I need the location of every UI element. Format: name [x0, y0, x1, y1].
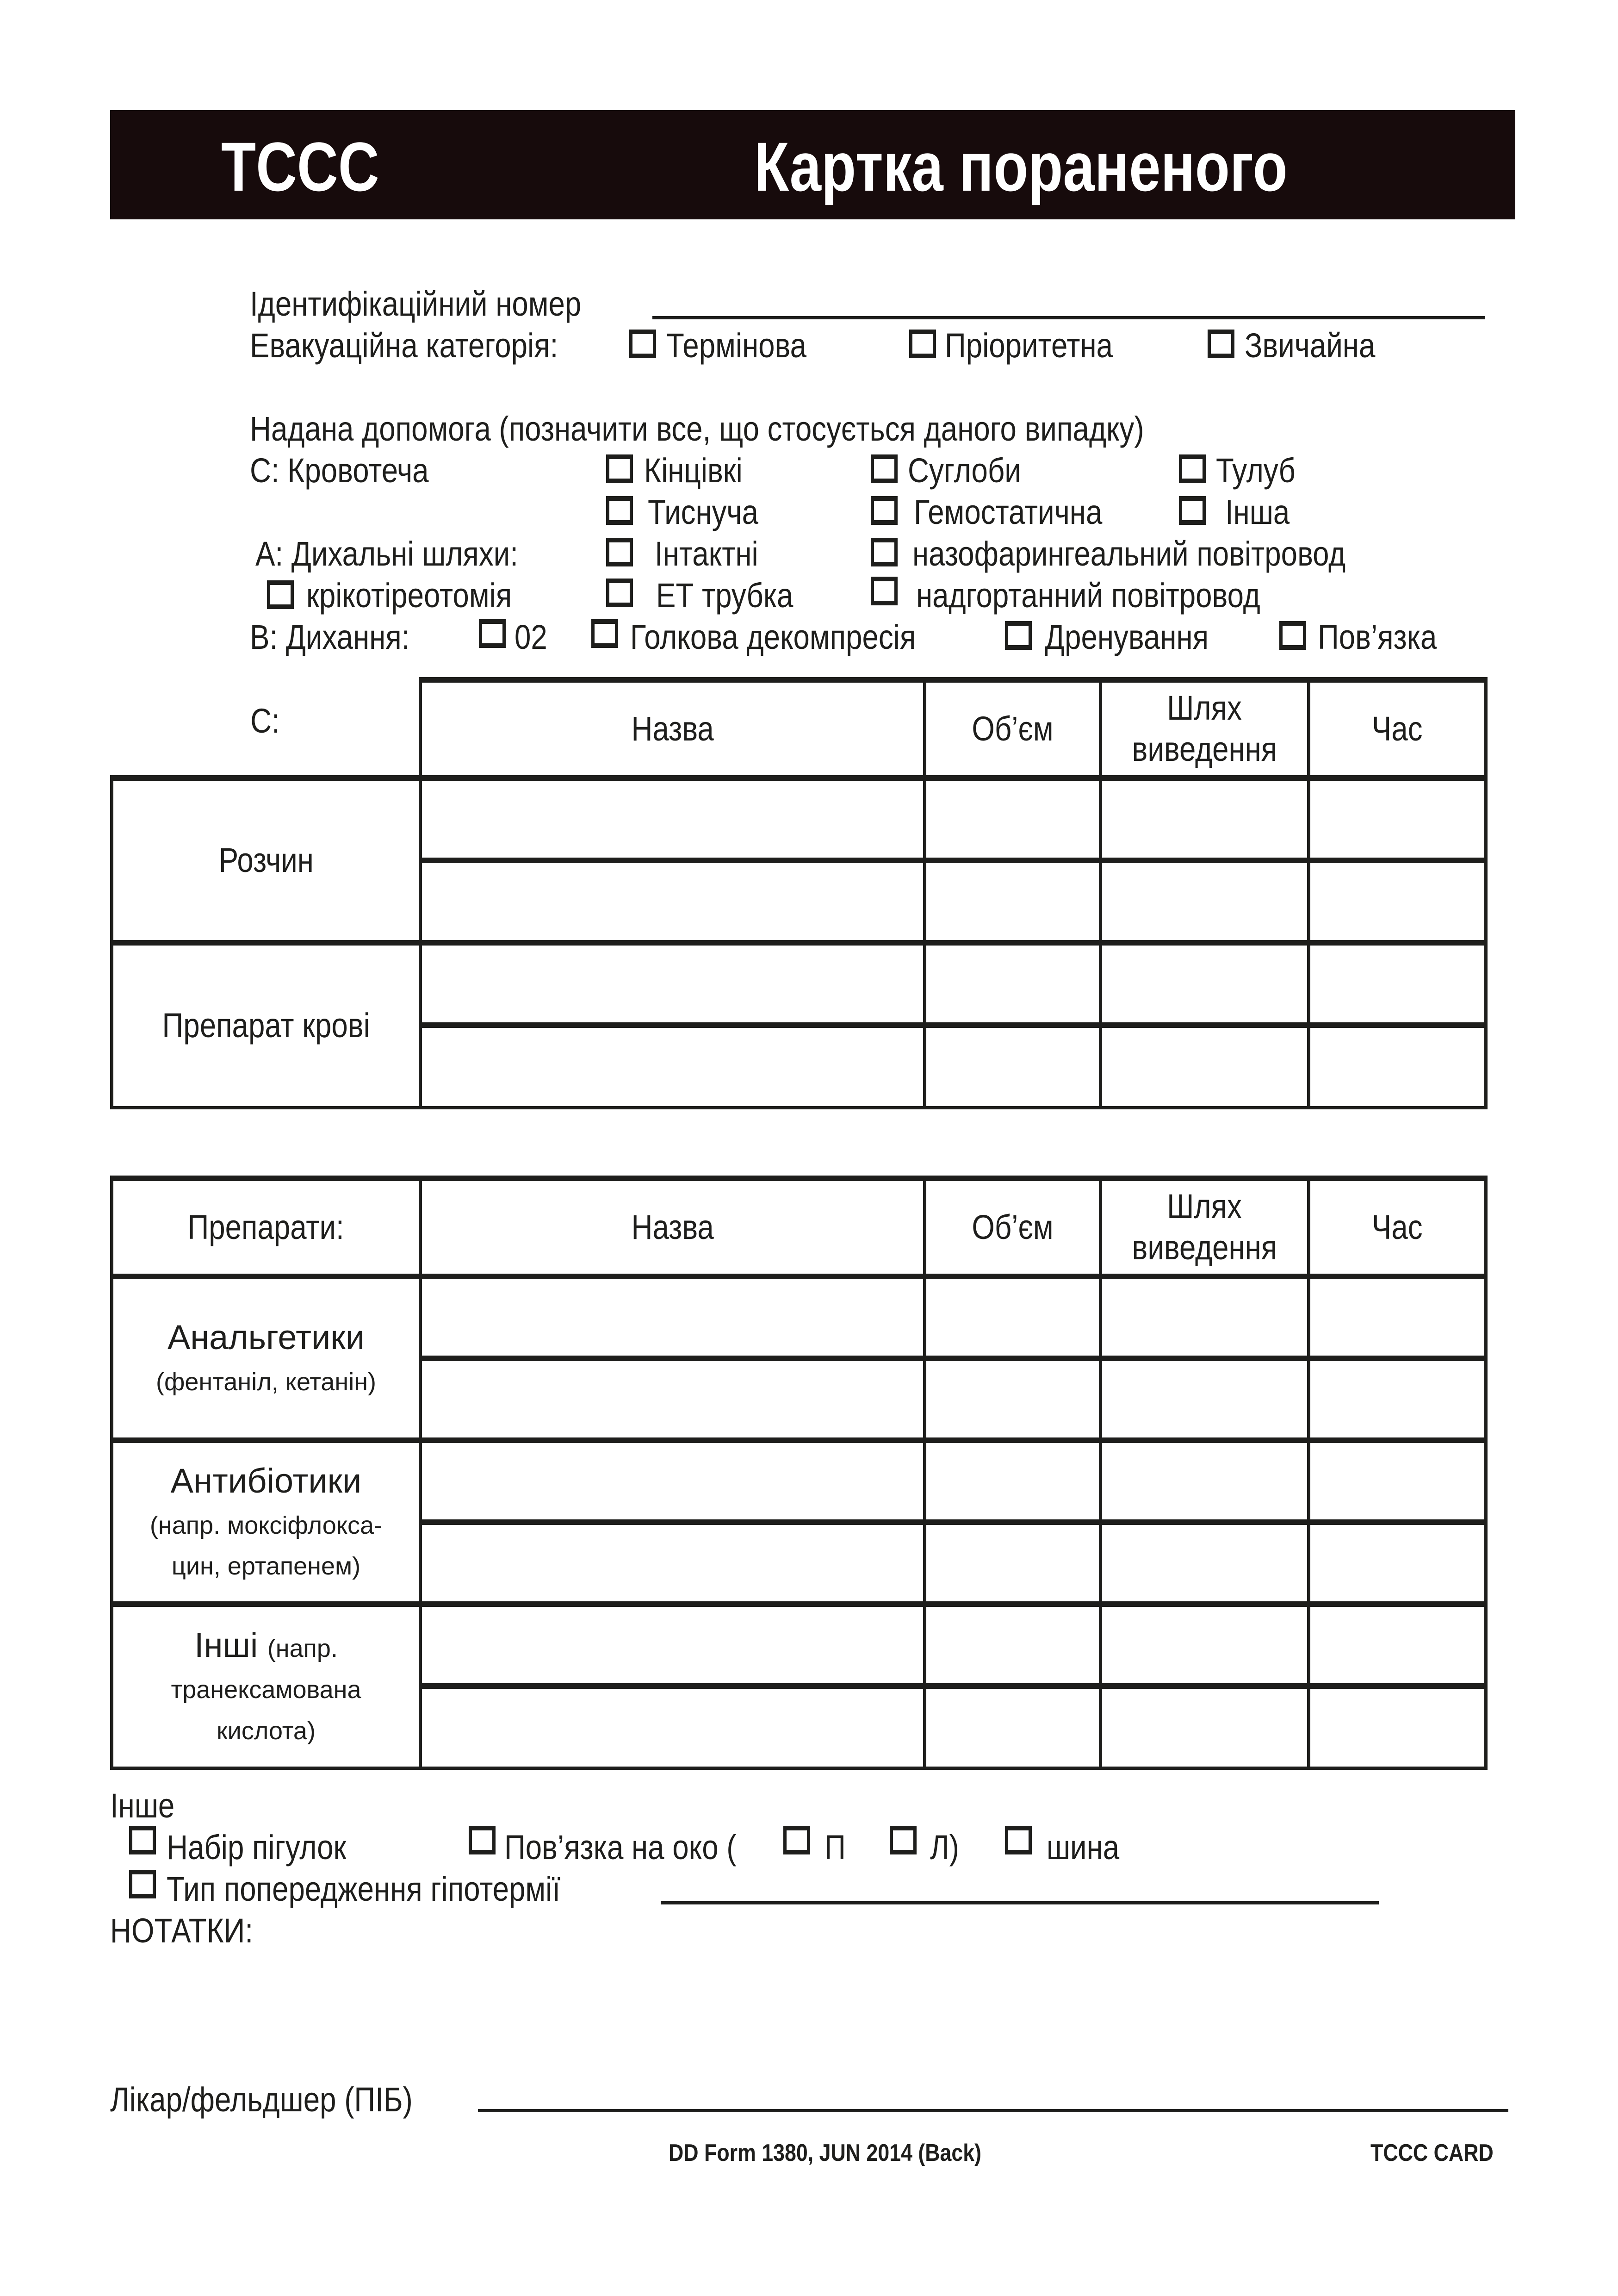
evac-priority-label: Пріоритетна [945, 326, 1113, 365]
cell-input[interactable] [421, 778, 925, 860]
eye-left-label: Л) [930, 1828, 959, 1867]
cell-input[interactable] [1101, 1276, 1309, 1358]
b-o2-label: 02 [515, 618, 547, 656]
cell-input[interactable] [925, 778, 1101, 860]
col-volume: Об’єм [925, 1178, 1101, 1276]
b-chest-tube-label: Дренування [1045, 618, 1209, 656]
b-chest-seal-checkbox[interactable] [1279, 621, 1306, 650]
cell-input[interactable] [925, 1276, 1101, 1358]
a-ett-checkbox[interactable] [606, 579, 633, 607]
cell-input[interactable] [1309, 778, 1486, 860]
cell-input[interactable] [1309, 1686, 1486, 1768]
c-hemostatic-label: Гемостатична [914, 493, 1103, 531]
c-extremity-label: Кінцівкі [644, 451, 743, 490]
signature-field[interactable] [478, 2109, 1508, 2112]
c-label: С: Кровотеча [250, 451, 429, 490]
row-blood: Препарат крові [112, 943, 421, 1108]
c-pressure-label: Тиснуча [648, 493, 758, 531]
cell-input[interactable] [421, 1358, 925, 1440]
b-needle-d-checkbox[interactable] [591, 619, 618, 648]
pill-pack-checkbox[interactable] [129, 1826, 156, 1854]
fluids-table [110, 677, 1488, 1109]
c-junctional-label: Суглоби [908, 451, 1021, 490]
cell-input[interactable] [925, 1604, 1101, 1686]
cell-input[interactable] [421, 1604, 925, 1686]
a-npa-checkbox[interactable] [871, 538, 898, 566]
c-truncal-checkbox[interactable] [1179, 454, 1206, 483]
a-ett-label: ЕТ трубка [656, 576, 794, 615]
c-other-label: Інша [1225, 493, 1290, 531]
row-antibiotic: Антибіотики (напр. моксіфлокса- цин, ертапенем) [112, 1440, 421, 1604]
eye-right-label: П [824, 1828, 846, 1867]
cell-input[interactable] [1309, 1440, 1486, 1522]
cell-input[interactable] [1309, 1276, 1486, 1358]
c-extremity-checkbox[interactable] [606, 454, 633, 483]
id-number-field[interactable] [652, 316, 1485, 319]
evac-urgent-label: Термінова [666, 326, 807, 365]
c-hemostatic-checkbox[interactable] [871, 496, 898, 525]
cell-input[interactable] [1101, 1522, 1309, 1604]
cell-input[interactable] [925, 1686, 1101, 1768]
cell-input[interactable] [1101, 778, 1309, 860]
col-route: Шлях виведення [1101, 680, 1309, 778]
col-volume: Об’єм [925, 680, 1101, 778]
eye-shield-checkbox[interactable] [469, 1826, 496, 1854]
cell-input[interactable] [421, 943, 925, 1025]
header-bar [110, 110, 1515, 219]
cell-input[interactable] [1309, 1522, 1486, 1604]
evac-label: Евакуаційна категорія: [250, 326, 558, 365]
other-label: Інше [110, 1786, 175, 1825]
signature-label: Лікар/фельдшер (ПІБ) [110, 2080, 413, 2119]
a-sga-label: надгортанний повітровод [916, 576, 1260, 615]
cell-input[interactable] [1309, 860, 1486, 943]
care-heading: Надана допомога (позначити все, що стосується даного випадку) [250, 410, 1144, 448]
eye-left-checkbox[interactable] [890, 1826, 917, 1854]
b-o2-checkbox[interactable] [479, 619, 506, 648]
cell-input[interactable] [925, 1522, 1101, 1604]
cell-input[interactable] [1309, 1358, 1486, 1440]
b-chest-seal-label: Пов’язка [1318, 618, 1437, 656]
a-cric-label: крікотіреотомія [306, 576, 512, 615]
cell-input[interactable] [1309, 1604, 1486, 1686]
eye-shield-label: Пов’язка на око ( [504, 1828, 737, 1867]
col-time: Час [1309, 680, 1486, 778]
cell-input[interactable] [1101, 1604, 1309, 1686]
header-tccc: TCCC [221, 128, 379, 205]
c-pressure-checkbox[interactable] [606, 496, 633, 525]
evac-routine-label: Звичайна [1245, 326, 1376, 365]
cell-input[interactable] [925, 860, 1101, 943]
cell-input[interactable] [925, 1025, 1101, 1108]
eye-right-checkbox[interactable] [783, 1826, 810, 1854]
cell-input[interactable] [925, 1440, 1101, 1522]
meds-table [110, 1176, 1488, 1770]
cell-input[interactable] [925, 1358, 1101, 1440]
col-time: Час [1309, 1178, 1486, 1276]
row-fluid: Розчин [112, 778, 421, 943]
cell-input[interactable] [421, 1276, 925, 1358]
a-intact-checkbox[interactable] [606, 538, 633, 566]
id-number-label: Ідентифікаційний номер [250, 285, 582, 323]
cell-input[interactable] [1101, 1440, 1309, 1522]
cell-input[interactable] [1101, 1025, 1309, 1108]
cell-input[interactable] [1309, 943, 1486, 1025]
hypothermia-field[interactable] [661, 1901, 1379, 1904]
hypothermia-label: Тип попередження гіпотермії [167, 1870, 561, 1908]
cell-input[interactable] [421, 1522, 925, 1604]
b-needle-d-label: Голкова декомпресія [630, 618, 916, 656]
cell-input[interactable] [1101, 943, 1309, 1025]
a-label: А: Дихальні шляхи: [255, 535, 518, 573]
card-label: TCCC CARD [1370, 2140, 1494, 2166]
cell-input[interactable] [1309, 1025, 1486, 1108]
cell-input[interactable] [421, 1025, 925, 1108]
splint-label: шина [1047, 1828, 1120, 1867]
cell-input[interactable] [421, 1686, 925, 1768]
col-route: Шлях виведення [1101, 1178, 1309, 1276]
row-other-meds: Інші (напр. транексамована кислота) [112, 1604, 421, 1768]
c-truncal-label: Тулуб [1216, 451, 1296, 490]
fluids-corner: С: [112, 680, 421, 778]
row-analgesic: Анальгетики (фентаніл, кетанін) [112, 1276, 421, 1440]
notes-label: НОТАТКИ: [110, 1911, 254, 1950]
b-chest-tube-checkbox[interactable] [1005, 621, 1032, 650]
pill-pack-label: Набір пігулок [167, 1828, 347, 1867]
form-number: DD Form 1380, JUN 2014 (Back) [669, 2140, 982, 2166]
evac-urgent-checkbox[interactable] [629, 330, 656, 358]
a-npa-label: назофарингеальний повітровод [912, 535, 1346, 573]
a-cric-checkbox[interactable] [267, 580, 294, 609]
cell-input[interactable] [1101, 860, 1309, 943]
col-name: Назва [421, 1178, 925, 1276]
meds-corner: Препарати: [112, 1178, 421, 1276]
c-junctional-checkbox[interactable] [871, 454, 898, 483]
cell-input[interactable] [925, 943, 1101, 1025]
c-other-checkbox[interactable] [1179, 496, 1206, 525]
cell-input[interactable] [421, 1440, 925, 1522]
cell-input[interactable] [421, 860, 925, 943]
b-label: В: Дихання: [250, 618, 410, 656]
evac-priority-checkbox[interactable] [909, 330, 936, 358]
a-intact-label: Інтактні [655, 535, 758, 573]
hypothermia-checkbox[interactable] [129, 1870, 156, 1898]
a-sga-checkbox[interactable] [871, 577, 898, 605]
col-name: Назва [421, 680, 925, 778]
evac-routine-checkbox[interactable] [1208, 330, 1234, 358]
cell-input[interactable] [1101, 1686, 1309, 1768]
cell-input[interactable] [1101, 1358, 1309, 1440]
splint-checkbox[interactable] [1005, 1826, 1032, 1854]
header-title: Картка пораненого [754, 128, 1288, 205]
